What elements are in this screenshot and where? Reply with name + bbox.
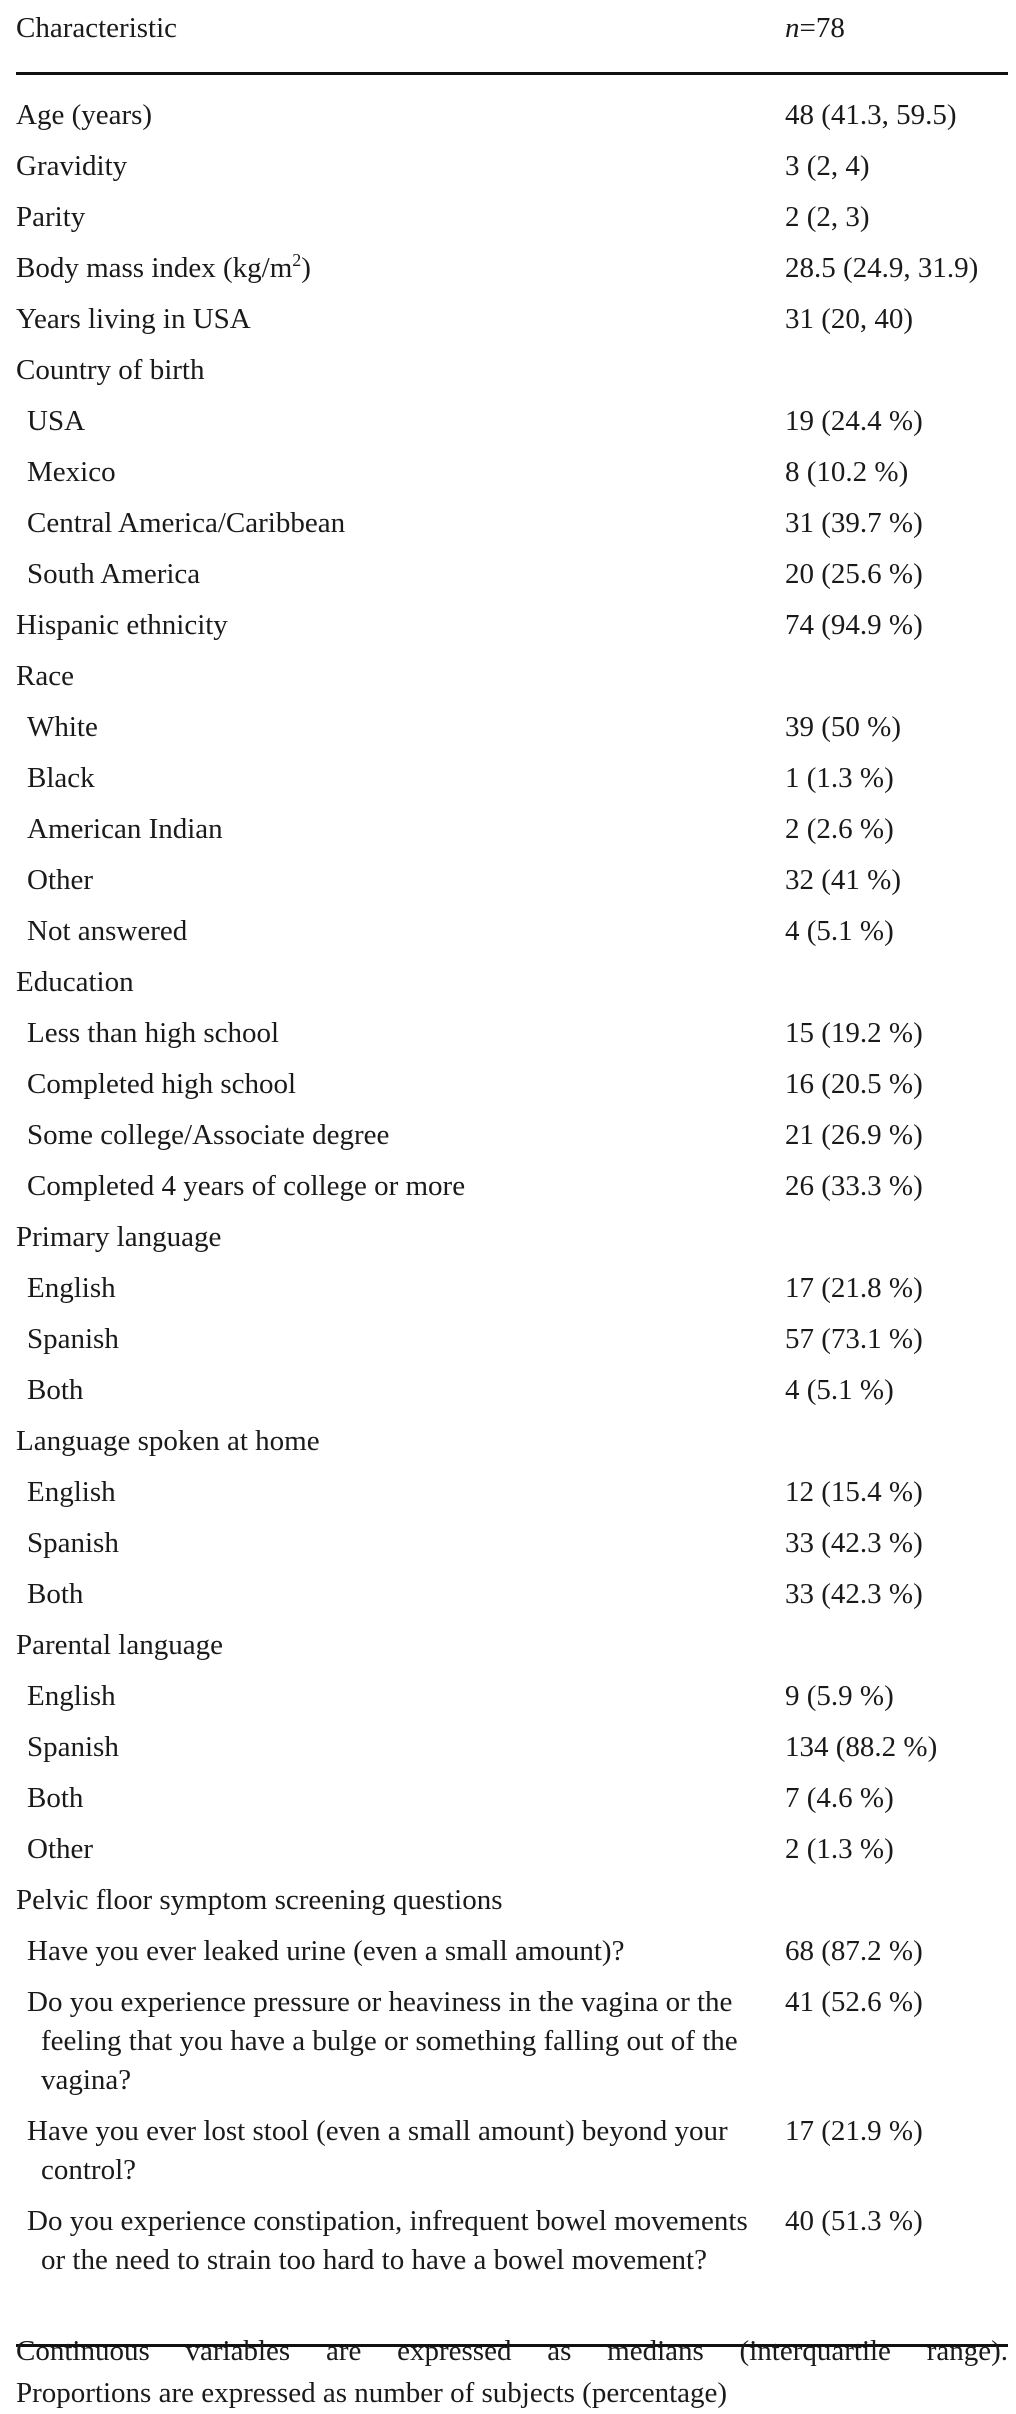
table-row <box>16 1464 1008 1515</box>
table-row <box>16 444 1008 495</box>
row-label <box>16 96 766 135</box>
row-label <box>27 912 791 951</box>
table-row <box>16 240 1008 291</box>
table-row <box>16 1056 1008 1107</box>
row-label-text: Both <box>27 1782 84 1814</box>
row-value: 40 (51.3 %) <box>785 2205 923 2237</box>
table-row <box>16 189 1008 240</box>
table-group-row <box>16 1617 1008 1668</box>
row-label-text: Have you ever leaked urine (even a small amount)? <box>27 1935 625 1967</box>
table-header <box>16 0 1008 72</box>
column-header-n <box>785 12 845 45</box>
row-value: 19 (24.4 %) <box>785 405 923 437</box>
row-label-text: Both <box>27 1578 84 1610</box>
row-label <box>27 861 791 900</box>
table-row <box>16 291 1008 342</box>
row-value: 68 (87.2 %) <box>785 1935 923 1967</box>
row-label-text: Years living in USA <box>16 303 251 335</box>
row-label <box>16 1218 766 1257</box>
table-row <box>16 852 1008 903</box>
table-row <box>16 801 1008 852</box>
row-value: 33 (42.3 %) <box>785 1578 923 1610</box>
row-label-text: White <box>27 711 98 743</box>
row-label <box>16 249 766 288</box>
row-label-text: English <box>27 1680 116 1712</box>
row-value: 33 (42.3 %) <box>785 1527 923 1559</box>
row-label <box>16 147 766 186</box>
row-label <box>27 1014 791 1053</box>
row-label-text: Education <box>16 966 134 998</box>
row-value: 39 (50 %) <box>785 711 901 743</box>
table-row <box>16 1770 1008 1821</box>
row-label <box>27 2202 776 2280</box>
table-row <box>16 1566 1008 1617</box>
row-label <box>27 1677 791 1716</box>
row-label-text: Spanish <box>27 1527 119 1559</box>
row-label <box>27 504 791 543</box>
row-value: 57 (73.1 %) <box>785 1323 923 1355</box>
row-label <box>16 300 766 339</box>
row-label <box>27 1473 791 1512</box>
row-value: 8 (10.2 %) <box>785 456 909 488</box>
row-label <box>27 759 791 798</box>
row-value: 7 (4.6 %) <box>785 1782 894 1814</box>
row-label <box>16 657 766 696</box>
table-row <box>16 1107 1008 1158</box>
row-label-text: Central America/Caribbean <box>27 507 346 539</box>
row-label <box>27 1575 791 1614</box>
row-value: 2 (1.3 %) <box>785 1833 894 1865</box>
row-value: 12 (15.4 %) <box>785 1476 923 1508</box>
row-label-text: Both <box>27 1374 84 1406</box>
row-value: 16 (20.5 %) <box>785 1068 923 1100</box>
row-label-text: Body mass index (kg/m <box>16 252 293 284</box>
table-row <box>16 546 1008 597</box>
table-row <box>16 750 1008 801</box>
row-label-text: English <box>27 1476 116 1508</box>
table-row <box>16 1974 1008 2103</box>
row-label <box>27 1371 791 1410</box>
row-label <box>27 810 791 849</box>
table-row <box>16 2193 1008 2322</box>
row-label-text: Spanish <box>27 1323 119 1355</box>
table-row <box>16 1362 1008 1413</box>
n-symbol: n <box>785 12 800 44</box>
row-label <box>16 351 766 390</box>
row-label-text: Have you ever lost stool (even a small amount) beyond your control? <box>27 2115 728 2186</box>
row-value: 4 (5.1 %) <box>785 1374 894 1406</box>
table-row <box>16 1821 1008 1872</box>
row-value: 17 (21.9 %) <box>785 2115 923 2147</box>
row-label <box>16 198 766 237</box>
row-label-text: Language spoken at home <box>16 1425 320 1457</box>
table-row <box>16 138 1008 189</box>
table-row <box>16 1260 1008 1311</box>
row-label-text: Mexico <box>27 456 116 488</box>
row-label <box>27 1269 791 1308</box>
table-row <box>16 393 1008 444</box>
row-label-text: Other <box>27 1833 94 1865</box>
row-label <box>27 1983 776 2100</box>
row-label-text: South America <box>27 558 201 590</box>
row-label <box>27 708 791 747</box>
row-label-text: Parental language <box>16 1629 223 1661</box>
row-value: 9 (5.9 %) <box>785 1680 894 1712</box>
row-label-text: English <box>27 1272 116 1304</box>
row-label-text: Not answered <box>27 915 188 947</box>
row-value: 2 (2.6 %) <box>785 813 894 845</box>
table-row <box>16 1923 1008 1974</box>
row-label <box>16 1881 766 1920</box>
row-value: 4 (5.1 %) <box>785 915 894 947</box>
row-label-text: Do you experience pressure or heaviness in the vagina or the feeling that you have a bulge or something falling out of the vagina? <box>27 1986 738 2096</box>
table-footnote <box>16 2330 1008 2414</box>
footnote-line-2: Proportions are expressed as number of subjects (percentage) <box>16 2377 728 2409</box>
row-label-text: Other <box>27 864 94 896</box>
row-label-tail: ) <box>301 252 311 284</box>
row-value: 21 (26.9 %) <box>785 1119 923 1151</box>
row-value: 28.5 (24.9, 31.9) <box>785 252 979 284</box>
table-row <box>16 1719 1008 1770</box>
row-label-text: Gravidity <box>16 150 128 182</box>
row-label <box>27 1524 791 1563</box>
row-label-text: Completed 4 years of college or more <box>27 1170 466 1202</box>
row-value: 1 (1.3 %) <box>785 762 894 794</box>
row-label-text: Primary language <box>16 1221 222 1253</box>
row-label <box>27 453 791 492</box>
row-label-text: Less than high school <box>27 1017 280 1049</box>
footnote-line-1: Continuous variables are expressed as medians (interquartile range). <box>16 2335 1008 2367</box>
row-label-text: Parity <box>16 201 86 233</box>
table-group-row <box>16 1872 1008 1923</box>
superscript: 2 <box>292 250 302 270</box>
row-value: 134 (88.2 %) <box>785 1731 938 1763</box>
row-label-text: Hispanic ethnicity <box>16 609 228 641</box>
table-group-row <box>16 1413 1008 1464</box>
row-label <box>27 1167 791 1206</box>
row-label <box>27 1728 791 1767</box>
table-group-row <box>16 342 1008 393</box>
row-value: 31 (39.7 %) <box>785 507 923 539</box>
table-row <box>16 1311 1008 1362</box>
table-row <box>16 1005 1008 1056</box>
row-label-text: American Indian <box>27 813 223 845</box>
row-label <box>16 1422 766 1461</box>
row-value: 17 (21.8 %) <box>785 1272 923 1304</box>
row-label-text: Pelvic floor symptom screening questions <box>16 1884 503 1916</box>
row-value: 20 (25.6 %) <box>785 558 923 590</box>
row-label-text: Some college/Associate degree <box>27 1119 390 1151</box>
row-value: 15 (19.2 %) <box>785 1017 923 1049</box>
table-group-row <box>16 648 1008 699</box>
row-label <box>27 555 791 594</box>
row-value: 41 (52.6 %) <box>785 1986 923 2018</box>
row-label <box>27 2112 776 2190</box>
row-value: 32 (41 %) <box>785 864 901 896</box>
table-body <box>16 75 1008 2322</box>
row-label <box>16 606 766 645</box>
row-label <box>27 1932 791 1971</box>
table-group-row <box>16 954 1008 1005</box>
row-label <box>27 402 791 441</box>
table-row <box>16 2103 1008 2193</box>
table-row <box>16 903 1008 954</box>
row-value: 31 (20, 40) <box>785 303 914 335</box>
row-label-text: USA <box>27 405 86 437</box>
n-value: =78 <box>799 12 845 44</box>
row-label <box>16 1626 766 1665</box>
table-row <box>16 1515 1008 1566</box>
table-row <box>16 699 1008 750</box>
row-label-text: Race <box>16 660 74 692</box>
row-value: 48 (41.3, 59.5) <box>785 99 957 131</box>
row-label <box>27 1830 791 1869</box>
table-row <box>16 87 1008 138</box>
row-label-text: Completed high school <box>27 1068 297 1100</box>
row-label <box>16 963 766 1002</box>
row-value: 2 (2, 3) <box>785 201 870 233</box>
row-label-text: Black <box>27 762 95 794</box>
table-row <box>16 1668 1008 1719</box>
demographics-table <box>16 0 1008 2347</box>
row-label <box>27 1320 791 1359</box>
column-header-characteristic: Characteristic <box>16 12 178 44</box>
table-row <box>16 1158 1008 1209</box>
row-label <box>27 1116 791 1155</box>
table-group-row <box>16 1209 1008 1260</box>
row-value: 3 (2, 4) <box>785 150 870 182</box>
row-label-text: Country of birth <box>16 354 205 386</box>
row-label-text: Spanish <box>27 1731 119 1763</box>
row-label-text: Do you experience constipation, infrequent bowel movements or the need to strain too hard to have a bowel movement? <box>27 2205 748 2276</box>
row-label-text: Age (years) <box>16 99 153 131</box>
table-row <box>16 495 1008 546</box>
row-label <box>27 1779 791 1818</box>
row-value: 26 (33.3 %) <box>785 1170 923 1202</box>
table-row <box>16 597 1008 648</box>
row-label <box>27 1065 791 1104</box>
row-value: 74 (94.9 %) <box>785 609 923 641</box>
